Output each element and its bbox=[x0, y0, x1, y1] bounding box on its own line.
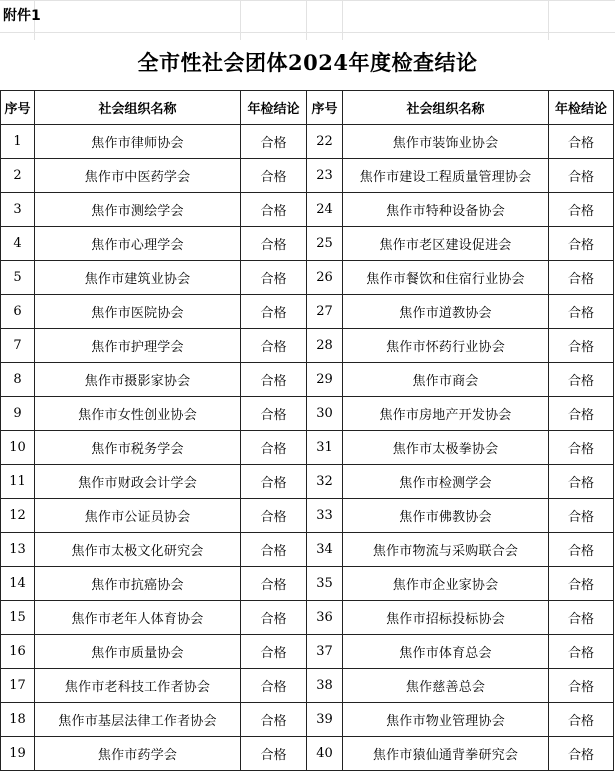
result-cell: 合格 bbox=[241, 431, 307, 465]
header-seq-right: 序号 bbox=[307, 91, 343, 125]
result-cell: 合格 bbox=[241, 363, 307, 397]
org-name-cell: 焦作市房地产开发协会 bbox=[343, 397, 549, 431]
org-name-cell: 焦作市物流与采购联合会 bbox=[343, 533, 549, 567]
seq-cell: 19 bbox=[1, 737, 35, 771]
attachment-label: 附件1 bbox=[3, 8, 41, 24]
seq-cell: 28 bbox=[307, 329, 343, 363]
org-name-cell: 焦作市老区建设促进会 bbox=[343, 227, 549, 261]
result-cell: 合格 bbox=[241, 125, 307, 159]
header-org-name-right: 社会组织名称 bbox=[343, 91, 549, 125]
org-name-cell: 焦作市道教协会 bbox=[343, 295, 549, 329]
result-cell: 合格 bbox=[549, 499, 614, 533]
org-name-cell: 焦作市税务学会 bbox=[35, 431, 241, 465]
seq-cell: 8 bbox=[1, 363, 35, 397]
result-cell: 合格 bbox=[549, 431, 614, 465]
seq-cell: 7 bbox=[1, 329, 35, 363]
org-name-cell: 焦作慈善总会 bbox=[343, 669, 549, 703]
org-name-cell: 焦作市老年人体育协会 bbox=[35, 601, 241, 635]
org-name-cell: 焦作市医院协会 bbox=[35, 295, 241, 329]
org-name-cell: 焦作市太极文化研究会 bbox=[35, 533, 241, 567]
seq-cell: 1 bbox=[1, 125, 35, 159]
result-cell: 合格 bbox=[241, 567, 307, 601]
seq-cell: 22 bbox=[307, 125, 343, 159]
result-cell: 合格 bbox=[549, 329, 614, 363]
page-title: 全市性社会团体2024年度检查结论 bbox=[137, 50, 478, 75]
seq-cell: 31 bbox=[307, 431, 343, 465]
table-row bbox=[1, 193, 614, 227]
table-row bbox=[1, 397, 614, 431]
result-cell: 合格 bbox=[549, 193, 614, 227]
result-cell: 合格 bbox=[241, 465, 307, 499]
seq-cell: 26 bbox=[307, 261, 343, 295]
result-cell: 合格 bbox=[549, 601, 614, 635]
seq-cell: 9 bbox=[1, 397, 35, 431]
table-row bbox=[1, 431, 614, 465]
spreadsheet-gridlines bbox=[0, 0, 615, 40]
result-cell: 合格 bbox=[549, 397, 614, 431]
result-cell: 合格 bbox=[241, 669, 307, 703]
header-result-right: 年检结论 bbox=[549, 91, 614, 125]
org-name-cell: 焦作市招标投标协会 bbox=[343, 601, 549, 635]
seq-cell: 27 bbox=[307, 295, 343, 329]
seq-cell: 37 bbox=[307, 635, 343, 669]
result-cell: 合格 bbox=[241, 737, 307, 771]
result-cell: 合格 bbox=[549, 703, 614, 737]
header-result-left: 年检结论 bbox=[241, 91, 307, 125]
table-row bbox=[1, 567, 614, 601]
table-row bbox=[1, 465, 614, 499]
result-cell: 合格 bbox=[241, 635, 307, 669]
org-name-cell: 焦作市护理学会 bbox=[35, 329, 241, 363]
result-cell: 合格 bbox=[549, 533, 614, 567]
result-cell: 合格 bbox=[241, 295, 307, 329]
table-row bbox=[1, 499, 614, 533]
seq-cell: 18 bbox=[1, 703, 35, 737]
result-cell: 合格 bbox=[549, 567, 614, 601]
result-cell: 合格 bbox=[241, 601, 307, 635]
org-name-cell: 焦作市物业管理协会 bbox=[343, 703, 549, 737]
seq-cell: 2 bbox=[1, 159, 35, 193]
result-cell: 合格 bbox=[241, 533, 307, 567]
result-cell: 合格 bbox=[549, 125, 614, 159]
org-name-cell: 焦作市药学会 bbox=[35, 737, 241, 771]
table-row bbox=[1, 737, 614, 771]
table-row bbox=[1, 329, 614, 363]
result-cell: 合格 bbox=[241, 261, 307, 295]
table-row bbox=[1, 261, 614, 295]
table-row bbox=[1, 125, 614, 159]
org-name-cell: 焦作市律师协会 bbox=[35, 125, 241, 159]
org-name-cell: 焦作市装饰业协会 bbox=[343, 125, 549, 159]
org-name-cell: 焦作市检测学会 bbox=[343, 465, 549, 499]
org-name-cell: 焦作市质量协会 bbox=[35, 635, 241, 669]
org-name-cell: 焦作市心理学会 bbox=[35, 227, 241, 261]
result-cell: 合格 bbox=[549, 669, 614, 703]
seq-cell: 12 bbox=[1, 499, 35, 533]
result-cell: 合格 bbox=[549, 363, 614, 397]
seq-cell: 32 bbox=[307, 465, 343, 499]
header-org-name-left: 社会组织名称 bbox=[35, 91, 241, 125]
result-cell: 合格 bbox=[241, 499, 307, 533]
org-name-cell: 焦作市体育总会 bbox=[343, 635, 549, 669]
table-row bbox=[1, 669, 614, 703]
result-cell: 合格 bbox=[241, 703, 307, 737]
seq-cell: 15 bbox=[1, 601, 35, 635]
table-row bbox=[1, 295, 614, 329]
table-row bbox=[1, 635, 614, 669]
result-cell: 合格 bbox=[549, 635, 614, 669]
seq-cell: 5 bbox=[1, 261, 35, 295]
org-name-cell: 焦作市抗癌协会 bbox=[35, 567, 241, 601]
result-cell: 合格 bbox=[241, 193, 307, 227]
seq-cell: 34 bbox=[307, 533, 343, 567]
inspection-results-table bbox=[0, 90, 614, 771]
seq-cell: 33 bbox=[307, 499, 343, 533]
seq-cell: 38 bbox=[307, 669, 343, 703]
seq-cell: 17 bbox=[1, 669, 35, 703]
seq-cell: 4 bbox=[1, 227, 35, 261]
seq-cell: 16 bbox=[1, 635, 35, 669]
org-name-cell: 焦作市基层法律工作者协会 bbox=[35, 703, 241, 737]
table-row bbox=[1, 227, 614, 261]
table-header-row bbox=[1, 91, 614, 125]
seq-cell: 36 bbox=[307, 601, 343, 635]
result-cell: 合格 bbox=[549, 227, 614, 261]
org-name-cell: 焦作市财政会计学会 bbox=[35, 465, 241, 499]
org-name-cell: 焦作市猿仙通背拳研究会 bbox=[343, 737, 549, 771]
org-name-cell: 焦作市太极拳协会 bbox=[343, 431, 549, 465]
seq-cell: 6 bbox=[1, 295, 35, 329]
seq-cell: 35 bbox=[307, 567, 343, 601]
org-name-cell: 焦作市公证员协会 bbox=[35, 499, 241, 533]
org-name-cell: 焦作市摄影家协会 bbox=[35, 363, 241, 397]
result-cell: 合格 bbox=[241, 159, 307, 193]
seq-cell: 23 bbox=[307, 159, 343, 193]
seq-cell: 24 bbox=[307, 193, 343, 227]
org-name-cell: 焦作市女性创业协会 bbox=[35, 397, 241, 431]
org-name-cell: 焦作市测绘学会 bbox=[35, 193, 241, 227]
org-name-cell: 焦作市佛教协会 bbox=[343, 499, 549, 533]
table-row bbox=[1, 363, 614, 397]
org-name-cell: 焦作市建筑业协会 bbox=[35, 261, 241, 295]
result-cell: 合格 bbox=[241, 329, 307, 363]
org-name-cell: 焦作市商会 bbox=[343, 363, 549, 397]
seq-cell: 25 bbox=[307, 227, 343, 261]
seq-cell: 40 bbox=[307, 737, 343, 771]
org-name-cell: 焦作市企业家协会 bbox=[343, 567, 549, 601]
result-cell: 合格 bbox=[549, 737, 614, 771]
result-cell: 合格 bbox=[549, 159, 614, 193]
result-cell: 合格 bbox=[549, 261, 614, 295]
result-cell: 合格 bbox=[241, 397, 307, 431]
result-cell: 合格 bbox=[549, 295, 614, 329]
seq-cell: 29 bbox=[307, 363, 343, 397]
org-name-cell: 焦作市特种设备协会 bbox=[343, 193, 549, 227]
seq-cell: 13 bbox=[1, 533, 35, 567]
seq-cell: 10 bbox=[1, 431, 35, 465]
org-name-cell: 焦作市中医药学会 bbox=[35, 159, 241, 193]
table-row bbox=[1, 601, 614, 635]
table-row bbox=[1, 159, 614, 193]
header-seq-left: 序号 bbox=[1, 91, 35, 125]
org-name-cell: 焦作市建设工程质量管理协会 bbox=[343, 159, 549, 193]
org-name-cell: 焦作市怀药行业协会 bbox=[343, 329, 549, 363]
seq-cell: 39 bbox=[307, 703, 343, 737]
seq-cell: 14 bbox=[1, 567, 35, 601]
seq-cell: 3 bbox=[1, 193, 35, 227]
org-name-cell: 焦作市餐饮和住宿行业协会 bbox=[343, 261, 549, 295]
seq-cell: 11 bbox=[1, 465, 35, 499]
result-cell: 合格 bbox=[241, 227, 307, 261]
org-name-cell: 焦作市老科技工作者协会 bbox=[35, 669, 241, 703]
table-row bbox=[1, 703, 614, 737]
result-cell: 合格 bbox=[549, 465, 614, 499]
table-row bbox=[1, 533, 614, 567]
seq-cell: 30 bbox=[307, 397, 343, 431]
